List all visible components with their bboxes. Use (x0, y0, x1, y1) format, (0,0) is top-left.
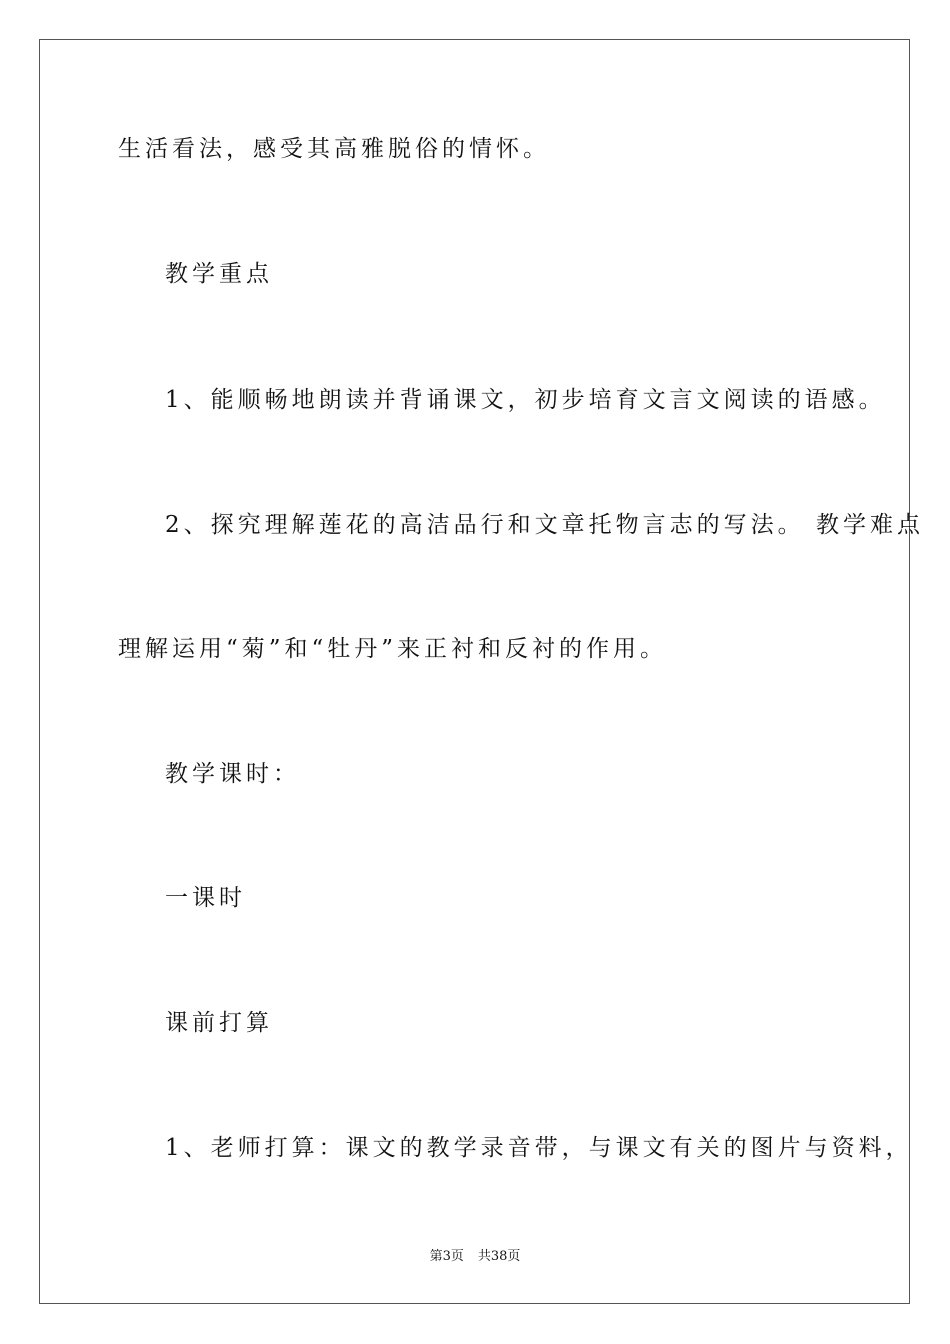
paragraph-line: 1、能顺畅地朗读并背诵课文，初步培育文言文阅读的语感。 (165, 387, 886, 413)
paragraph-line: 一课时 (165, 885, 246, 911)
page-footer (0, 1248, 950, 1266)
paragraph-line: 1、老师打算：课文的教学录音带，与课文有关的图片与资料， (165, 1135, 913, 1161)
section-heading-class-hours: 教学课时： (165, 761, 300, 787)
paragraph-line: 理解运用“菊”和“牡丹”来正衬和反衬的作用。 (118, 636, 668, 662)
page-border (39, 39, 910, 1304)
paragraph-line: 2、探究理解莲花的高洁品行和文章托物言志的写法。 教学难点 (165, 512, 924, 538)
section-heading-preparation: 课前打算 (165, 1010, 273, 1036)
page-total: 共38页 (477, 1249, 521, 1264)
paragraph-line: 生活看法，感受其高雅脱俗的情怀。 (118, 136, 550, 162)
section-heading-teaching-focus: 教学重点 (165, 261, 273, 287)
page-number: 第3页 (429, 1249, 464, 1264)
